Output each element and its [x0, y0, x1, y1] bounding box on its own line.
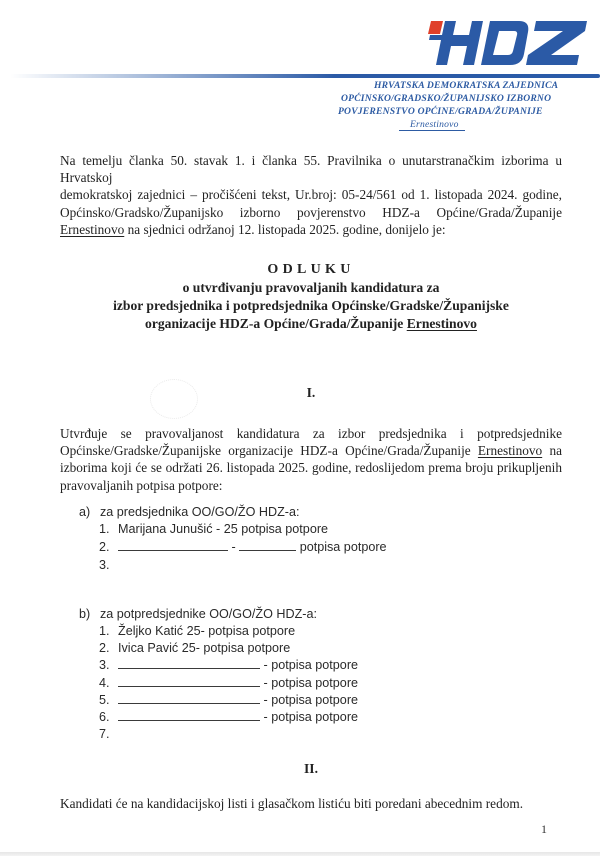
paragraph-line: pravovaljanih potpisa potpore:	[60, 477, 223, 493]
list-a-item	[99, 558, 118, 572]
section-heading-2: II.	[304, 761, 318, 776]
page-number: 1	[541, 822, 547, 836]
list-b-item	[99, 658, 358, 672]
intro-line: demokratskoj zajednici – pročišćeni tekst, Ur.broj: 05-24/561 od 1. listopada 2024. godine,	[60, 187, 562, 203]
item-suffix: potpisa potpore	[296, 540, 387, 554]
title-main: ODLUKU	[267, 262, 355, 277]
org-place-name: Ernestinovo	[399, 120, 465, 131]
list-label: za potpredsjednike OO/GO/ŽO HDZ-a:	[100, 607, 317, 621]
intro-line	[60, 221, 562, 238]
item-suffix: - potpisa potpore	[260, 710, 359, 724]
hdz-logo-icon	[424, 20, 588, 66]
intro-line: Općinsko/Gradsko/Županijsko izborno povjerenstvo HDZ-a Općine/Grada/Županije	[60, 204, 562, 220]
list-a-item	[99, 522, 328, 536]
item-number: 3.	[99, 658, 110, 672]
item-number: 3.	[99, 558, 110, 572]
item-separator: -	[228, 540, 240, 554]
list-a-heading	[79, 505, 299, 519]
place-name: Ernestinovo	[406, 316, 477, 331]
list-b-item	[99, 641, 290, 655]
list-b-item	[99, 676, 358, 690]
blank-name-line	[118, 676, 260, 687]
paragraph-line-text: na	[542, 443, 562, 459]
item-text: Marijana Junušić - 25 potpisa potpore	[118, 522, 329, 536]
item-number: 7.	[99, 727, 110, 741]
item-number: 1.	[99, 522, 110, 536]
hdz-logo	[424, 20, 588, 66]
intro-line-text: na sjednici održanoj 12. listopada 2025. godine, donijelo je:	[124, 221, 446, 237]
intro-line: Na temelju članka 50. stavak 1. i članka 55. Pravilnika o unutarstranačkim izborima u Hrvatskoj	[60, 153, 562, 186]
blank-name-line	[118, 710, 260, 721]
title-line: izbor predsjednika i potpredsjednika Općinske/Gradske/Županijske	[113, 298, 509, 313]
decision-title	[60, 261, 562, 333]
org-commission-line-1: OPĆINSKO/GRADSKO/ŽUPANIJSKO IZBORNO	[341, 93, 552, 104]
org-commission-line-2: POVJERENSTVO OPĆINE/GRADA/ŽUPANIJE	[338, 106, 543, 117]
item-number: 4.	[99, 676, 110, 690]
header-rule	[10, 74, 600, 78]
page-edge	[0, 852, 600, 856]
blank-name-line	[118, 540, 228, 551]
org-name: HRVATSKA DEMOKRATSKA ZAJEDNICA	[374, 80, 559, 91]
paragraph-line: Utvrđuje se pravovaljanost kandidatura za izbor predsjednika i potpredsjednike	[60, 426, 562, 441]
place-name: Ernestinovo	[477, 443, 543, 459]
blank-name-line	[118, 693, 260, 704]
item-number: 2.	[99, 540, 110, 554]
paragraph-line-text: Općinske/Gradske/Županijske organizacije HDZ-a Općine/Grada/Županije	[60, 443, 478, 459]
org-place	[399, 118, 465, 131]
item-number: 1.	[99, 624, 110, 638]
title-line	[60, 315, 562, 333]
list-b-item	[99, 710, 358, 724]
title-line: o utvrđivanju pravovaljanih kandidatura za	[182, 280, 440, 295]
list-b-heading	[79, 607, 317, 621]
list-marker: b)	[79, 607, 91, 621]
list-b-item	[99, 624, 295, 638]
list-b-item	[99, 693, 358, 707]
item-suffix: - potpisa potpore	[260, 658, 359, 672]
intro-paragraph	[60, 152, 562, 238]
section-heading-1: I.	[306, 385, 316, 400]
item-text: Ivica Pavić 25- potpisa potpore	[118, 641, 291, 655]
blank-name-line	[118, 658, 260, 669]
list-a-item	[99, 540, 387, 554]
item-number: 5.	[99, 693, 110, 707]
list-marker: a)	[79, 505, 91, 519]
list-b-item	[99, 727, 118, 741]
list-label: za predsjednika OO/GO/ŽO HDZ-a:	[100, 505, 300, 519]
paragraph-line	[60, 442, 562, 459]
item-suffix: - potpisa potpore	[260, 693, 359, 707]
item-text: Željko Katić 25- potpisa potpore	[118, 624, 296, 638]
paragraph-line: izborima koji će se održati 26. listopada 2025. godine, redoslijedom prema broju prikupljenih	[60, 460, 562, 476]
section1-paragraph	[60, 425, 562, 494]
section2-paragraph: Kandidati će na kandidacijskoj listi i glasačkom listiću biti poredani abecednim redom.	[60, 796, 524, 811]
place-name: Ernestinovo	[60, 221, 125, 237]
title-line-text: organizacije HDZ-a Općine/Grada/Županije	[145, 316, 407, 331]
item-number: 6.	[99, 710, 110, 724]
blank-count-line	[239, 540, 296, 551]
item-suffix: - potpisa potpore	[260, 676, 359, 690]
item-number: 2.	[99, 641, 110, 655]
